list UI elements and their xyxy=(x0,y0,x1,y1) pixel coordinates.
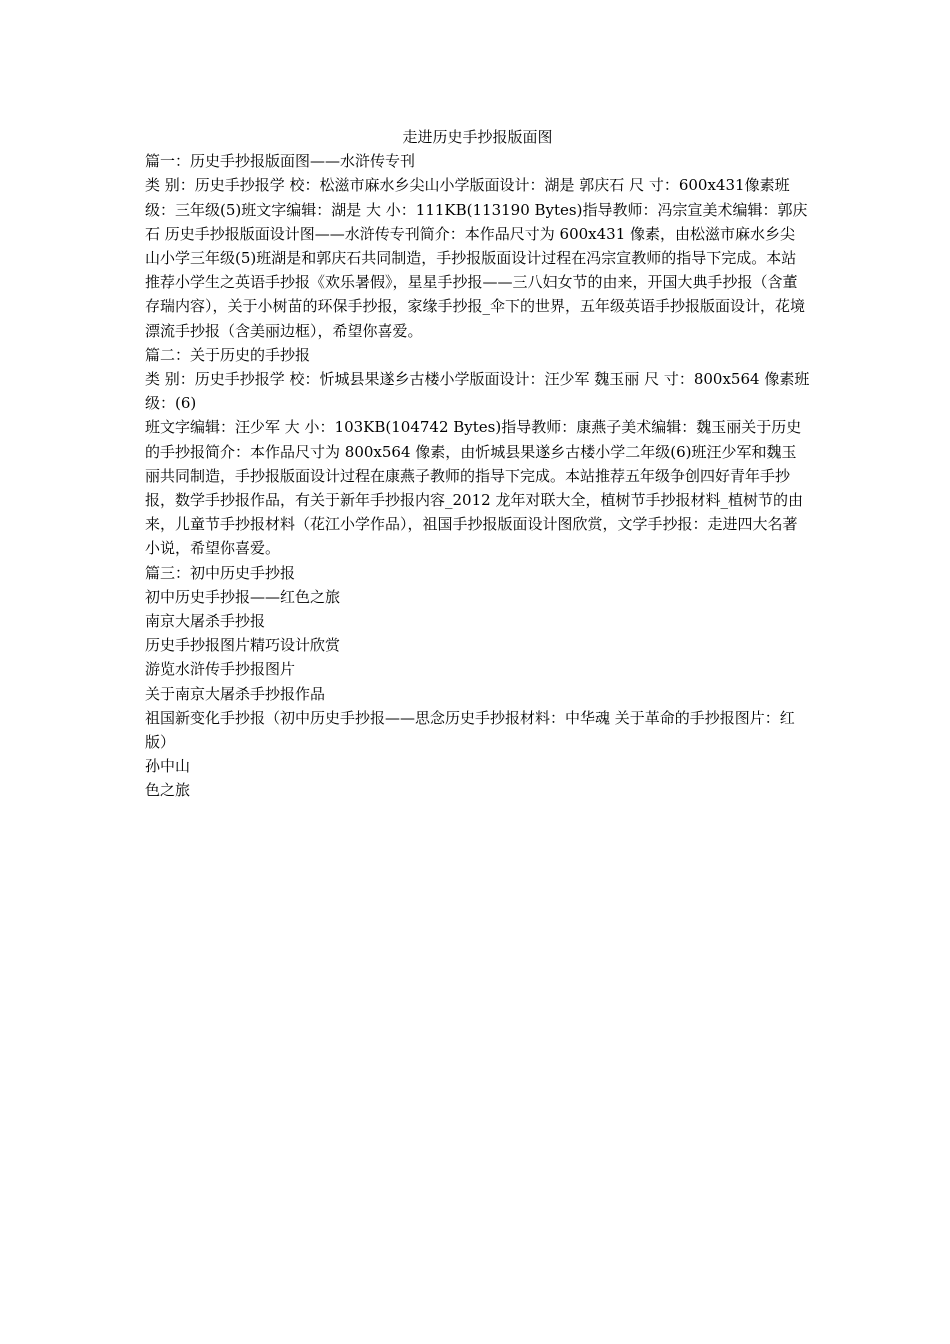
document-body xyxy=(145,125,810,803)
list-item: 关于南京大屠杀手抄报作品 xyxy=(145,684,326,703)
section-heading-3: 篇三：初中历史手抄报 xyxy=(145,563,296,582)
list-item: 祖国新变化手抄报（初中历史手抄报——思念历史手抄报材料：中华魂 关于革命的手抄报图片：红版） xyxy=(145,708,795,752)
list-item: 历史手抄报图片精巧设计欣赏 xyxy=(145,636,341,655)
section-body-2b: 班文字编辑：汪少军 大 小：103KB(104742 Bytes)指导教师：康燕子美术编辑：魏玉丽关于历史的手抄报简介：本作品尺寸为 800x564 像素，由忻城县果遂乡古楼小学二年级(6)班汪少军和魏玉丽共同制造，手抄报版面设计过程在康燕子教师的指导下完成。本站推荐五年级争创四好青年手抄报，数学手抄报作品，有关于新年手抄报内容_2012 龙年对联大全，植树节手抄报材料_植树节的由来，儿童节手抄报材料（花江小学作品），祖国手抄报版面设计图欣赏，文学手抄报：走进四大名著小说，希望你喜爱。 xyxy=(145,418,803,558)
document-title: 走进历史手抄报版面图 xyxy=(402,128,553,146)
section-heading-1: 篇一：历史手抄报版面图——水浒传专刊 xyxy=(145,152,416,171)
section-heading-2: 篇二：关于历史的手抄报 xyxy=(145,345,311,364)
list-item: 南京大屠杀手抄报 xyxy=(145,612,266,631)
list-item: 孙中山 xyxy=(145,757,191,776)
list-item: 游览水浒传手抄报图片 xyxy=(145,660,296,679)
section-body-2a: 类 别：历史手抄报学 校：忻城县果遂乡古楼小学版面设计：汪少军 魏玉丽 尺 寸：800x564 像素班 级：(6) xyxy=(145,370,810,413)
list-item: 初中历史手抄报——红色之旅 xyxy=(145,587,341,606)
section-body-1: 类 别：历史手抄报学 校：松滋市麻水乡尖山小学版面设计：湖是 郭庆石 尺 寸：600x431像素班 级：三年级(5)班文字编辑：湖是 大 小：111KB(113190 Bytes)指导教师：冯宗宣美术编辑：郭庆石 历史手抄报版面设计图——水浒传专刊简介：本作品尺寸为 600x431 像素，由松滋市麻水乡尖山小学三年级(5)班湖是和郭庆石共同制造，手抄报版面设计过程在冯宗宣教师的指导下完成。本站推荐小学生之英语手抄报《欢乐暑假》，星星手抄报——三八妇女节的由来，开国大典手抄报（含董存瑞内容），关于小树苗的环保手抄报，家缘手抄报_伞下的世界，五年级英语手抄报版面设计，花境漂流手抄报（含美丽边框），希望你喜爱。 xyxy=(145,176,808,340)
list-item: 色之旅 xyxy=(145,781,191,800)
